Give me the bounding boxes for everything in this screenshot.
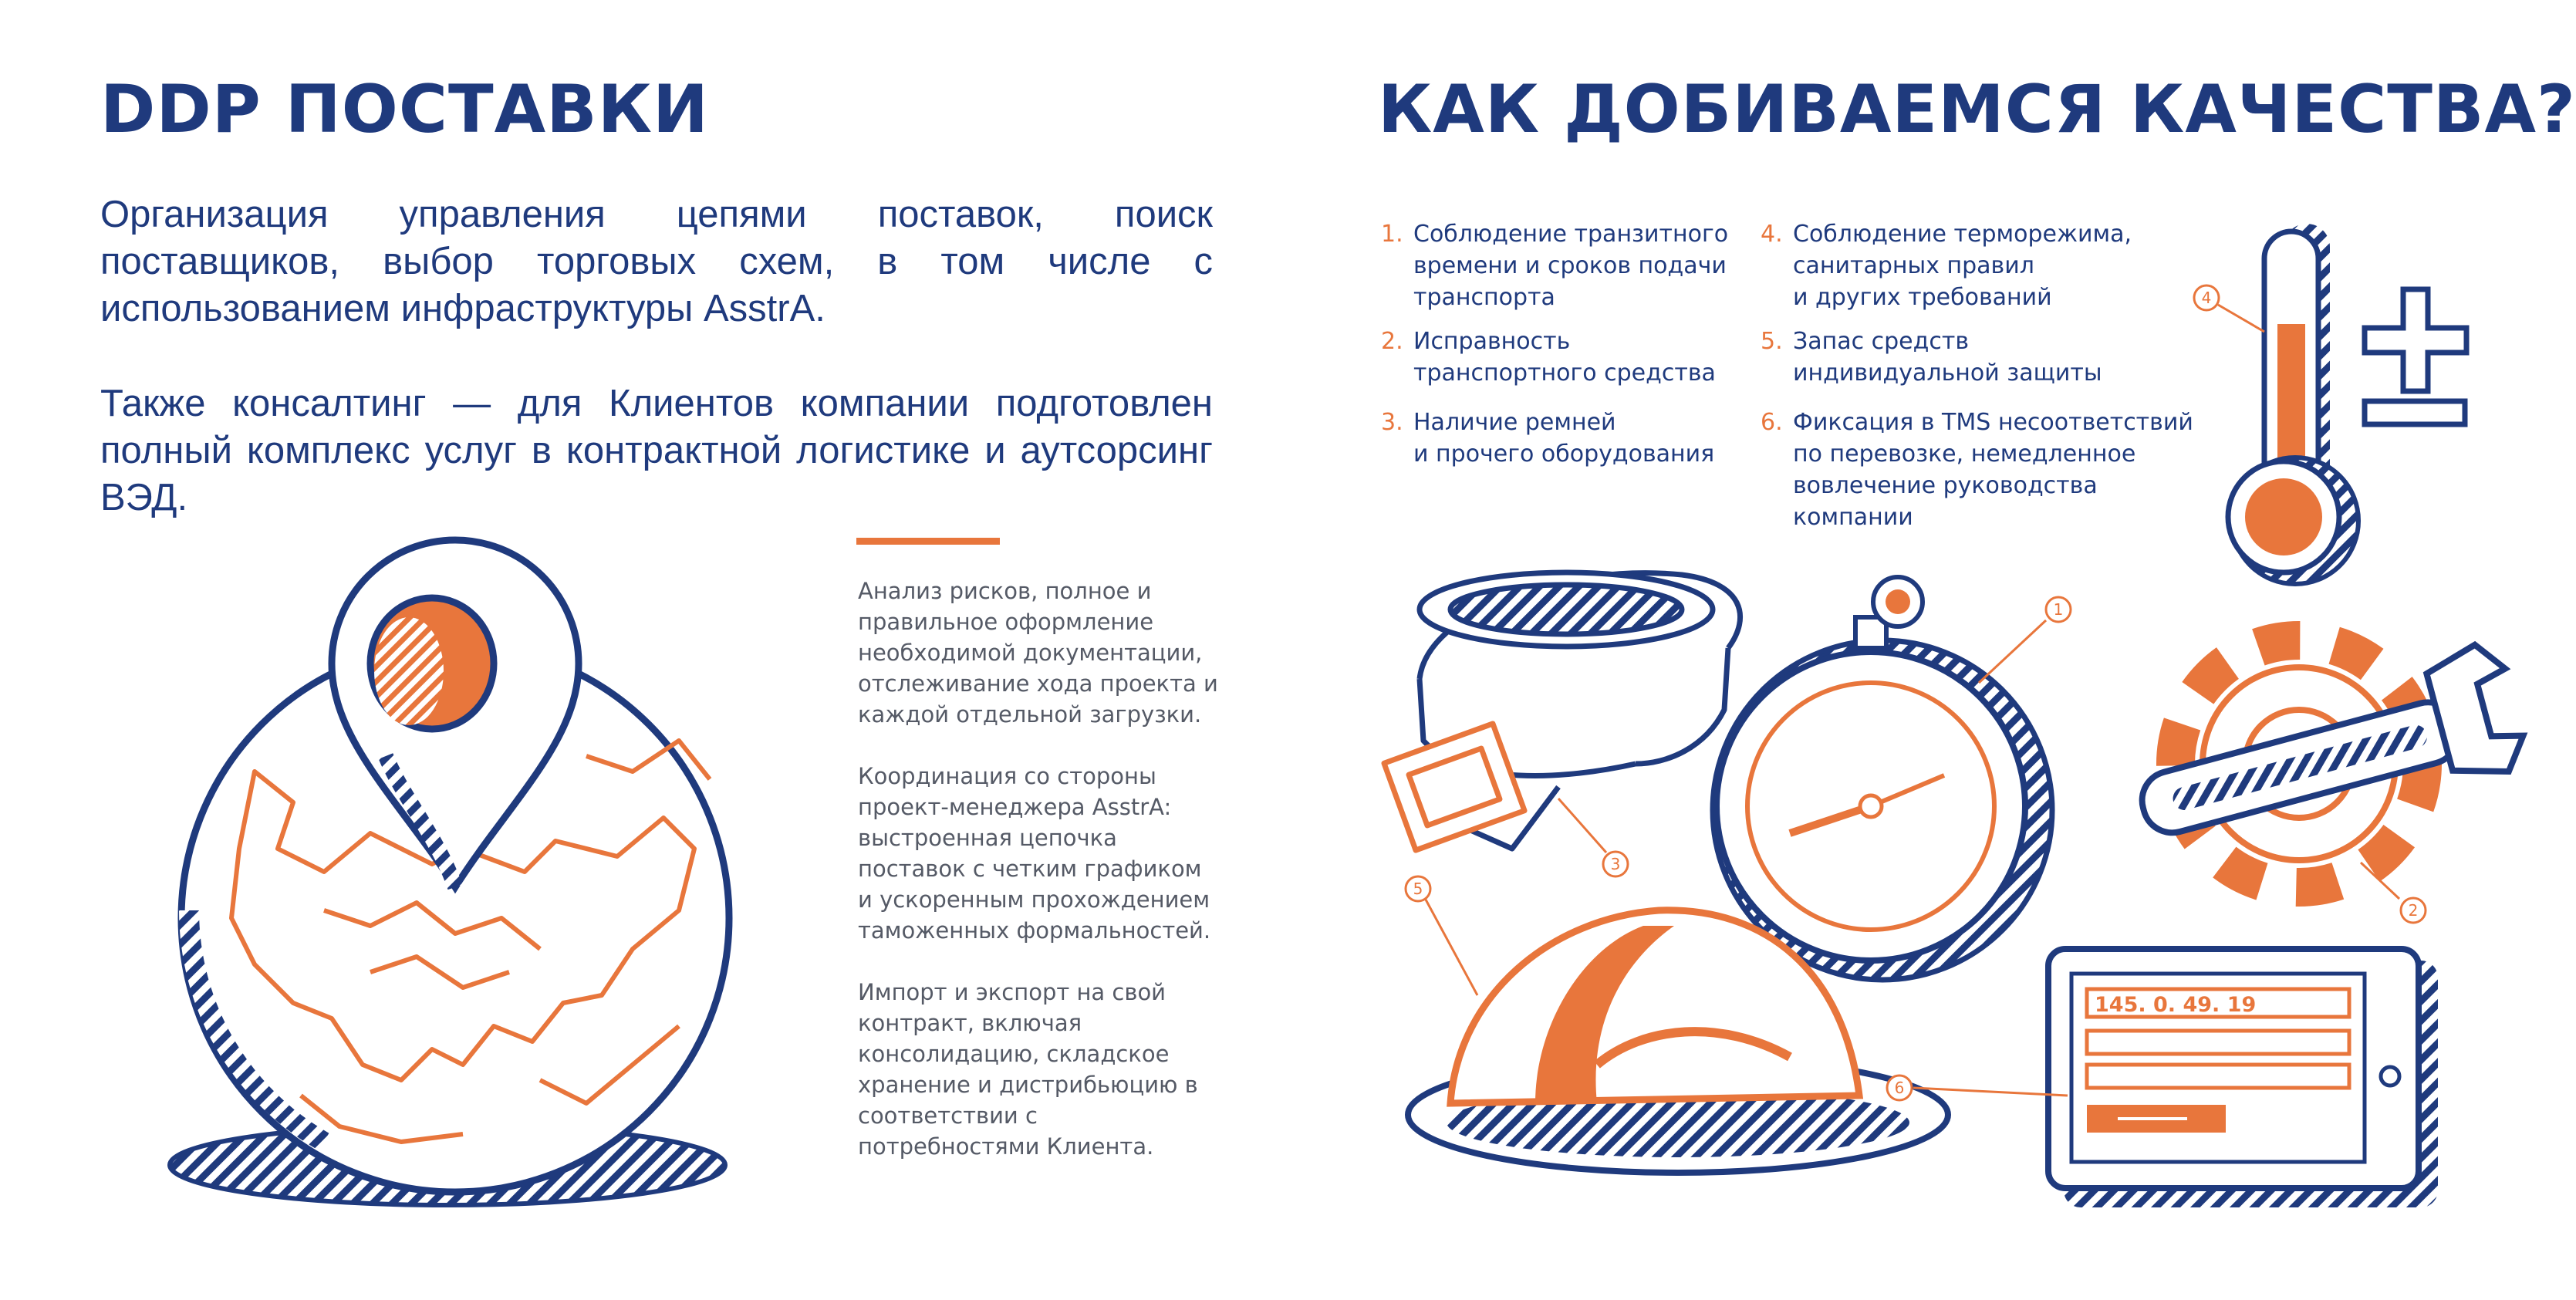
quality-item-text: Соблюдение транзитного времени и сроков подачи транспорта bbox=[1413, 221, 1729, 311]
intro-paragraph-1: Организация управления цепями поставок, поиск поставщиков, выбор торговых схем, в том числе с использованием инфраструктуры AsstrA. bbox=[100, 194, 1213, 329]
quality-item-text: Соблюдение терморежима, санитарных правил и других требований bbox=[1793, 221, 2132, 311]
quality-item-3 bbox=[1381, 407, 1714, 470]
side-paragraph-3: Импорт и экспорт на свой контракт, включая консолидацию, складское хранение и дистрибьюцию в соответствии с потребностями Клиента. bbox=[858, 979, 1198, 1160]
callout-5: 5 bbox=[1413, 880, 1423, 898]
side-paragraph-1: Анализ рисков, полное и правильное оформление необходимой документации, отслеживание хода проекта и каждой отдельной загрузки. bbox=[858, 578, 1218, 728]
quality-item-text: Наличие ремней и прочего оборудования bbox=[1413, 409, 1715, 468]
quality-item-4 bbox=[1761, 218, 2132, 313]
intro-paragraph-2: Также консалтинг — для Клиентов компании подготовлен полный комплекс услуг в контрактной логистике и аутсорсинг ВЭД. bbox=[100, 383, 1213, 518]
tablet-value: 145. 0. 49. 19 bbox=[2095, 993, 2257, 1017]
quality-item-number: 6. bbox=[1761, 409, 1783, 436]
strap-icon bbox=[1384, 572, 1740, 850]
gear-wrench-icon bbox=[2125, 639, 2531, 887]
right-title: КАК ДОБИВАЕМСЯ КАЧЕСТВА? bbox=[1378, 71, 2576, 148]
quality-item-number: 3. bbox=[1381, 409, 1403, 436]
thermometer-icon bbox=[2228, 224, 2466, 584]
quality-item-text: Фиксация в TMS несоответствий по перевозке, немедленное вовлечение руководства компании bbox=[1793, 409, 2193, 531]
callout-1: 1 bbox=[2053, 600, 2064, 619]
left-title: DDP ПОСТАВКИ bbox=[100, 71, 709, 148]
side-paragraph-2: Координация со стороны проект-менеджера AsstrA: выстроенная цепочка поставок с четким графиком и ускоренным прохождением таможенных формальностей. bbox=[858, 763, 1211, 944]
stopwatch-icon bbox=[1713, 577, 2052, 980]
globe-pin-icon bbox=[170, 540, 729, 1205]
quality-item-number: 2. bbox=[1381, 328, 1403, 355]
quality-item-5 bbox=[1761, 326, 2102, 389]
quality-item-2 bbox=[1381, 326, 1716, 389]
quality-item-text: Запас средств индивидуальной защиты bbox=[1793, 328, 2102, 387]
quality-item-text: Исправность транспортного средства bbox=[1413, 328, 1716, 387]
callout-2: 2 bbox=[2408, 901, 2419, 920]
quality-item-number: 5. bbox=[1761, 328, 1783, 355]
callout-6: 6 bbox=[1894, 1079, 1905, 1097]
quality-item-6 bbox=[1761, 407, 2193, 533]
callout-4: 4 bbox=[2201, 289, 2212, 307]
quality-item-1 bbox=[1381, 218, 1728, 313]
callout-3: 3 bbox=[1610, 855, 1621, 873]
quality-item-number: 4. bbox=[1761, 221, 1783, 248]
tablet-icon bbox=[2048, 949, 2438, 1207]
quality-item-number: 1. bbox=[1381, 221, 1403, 248]
